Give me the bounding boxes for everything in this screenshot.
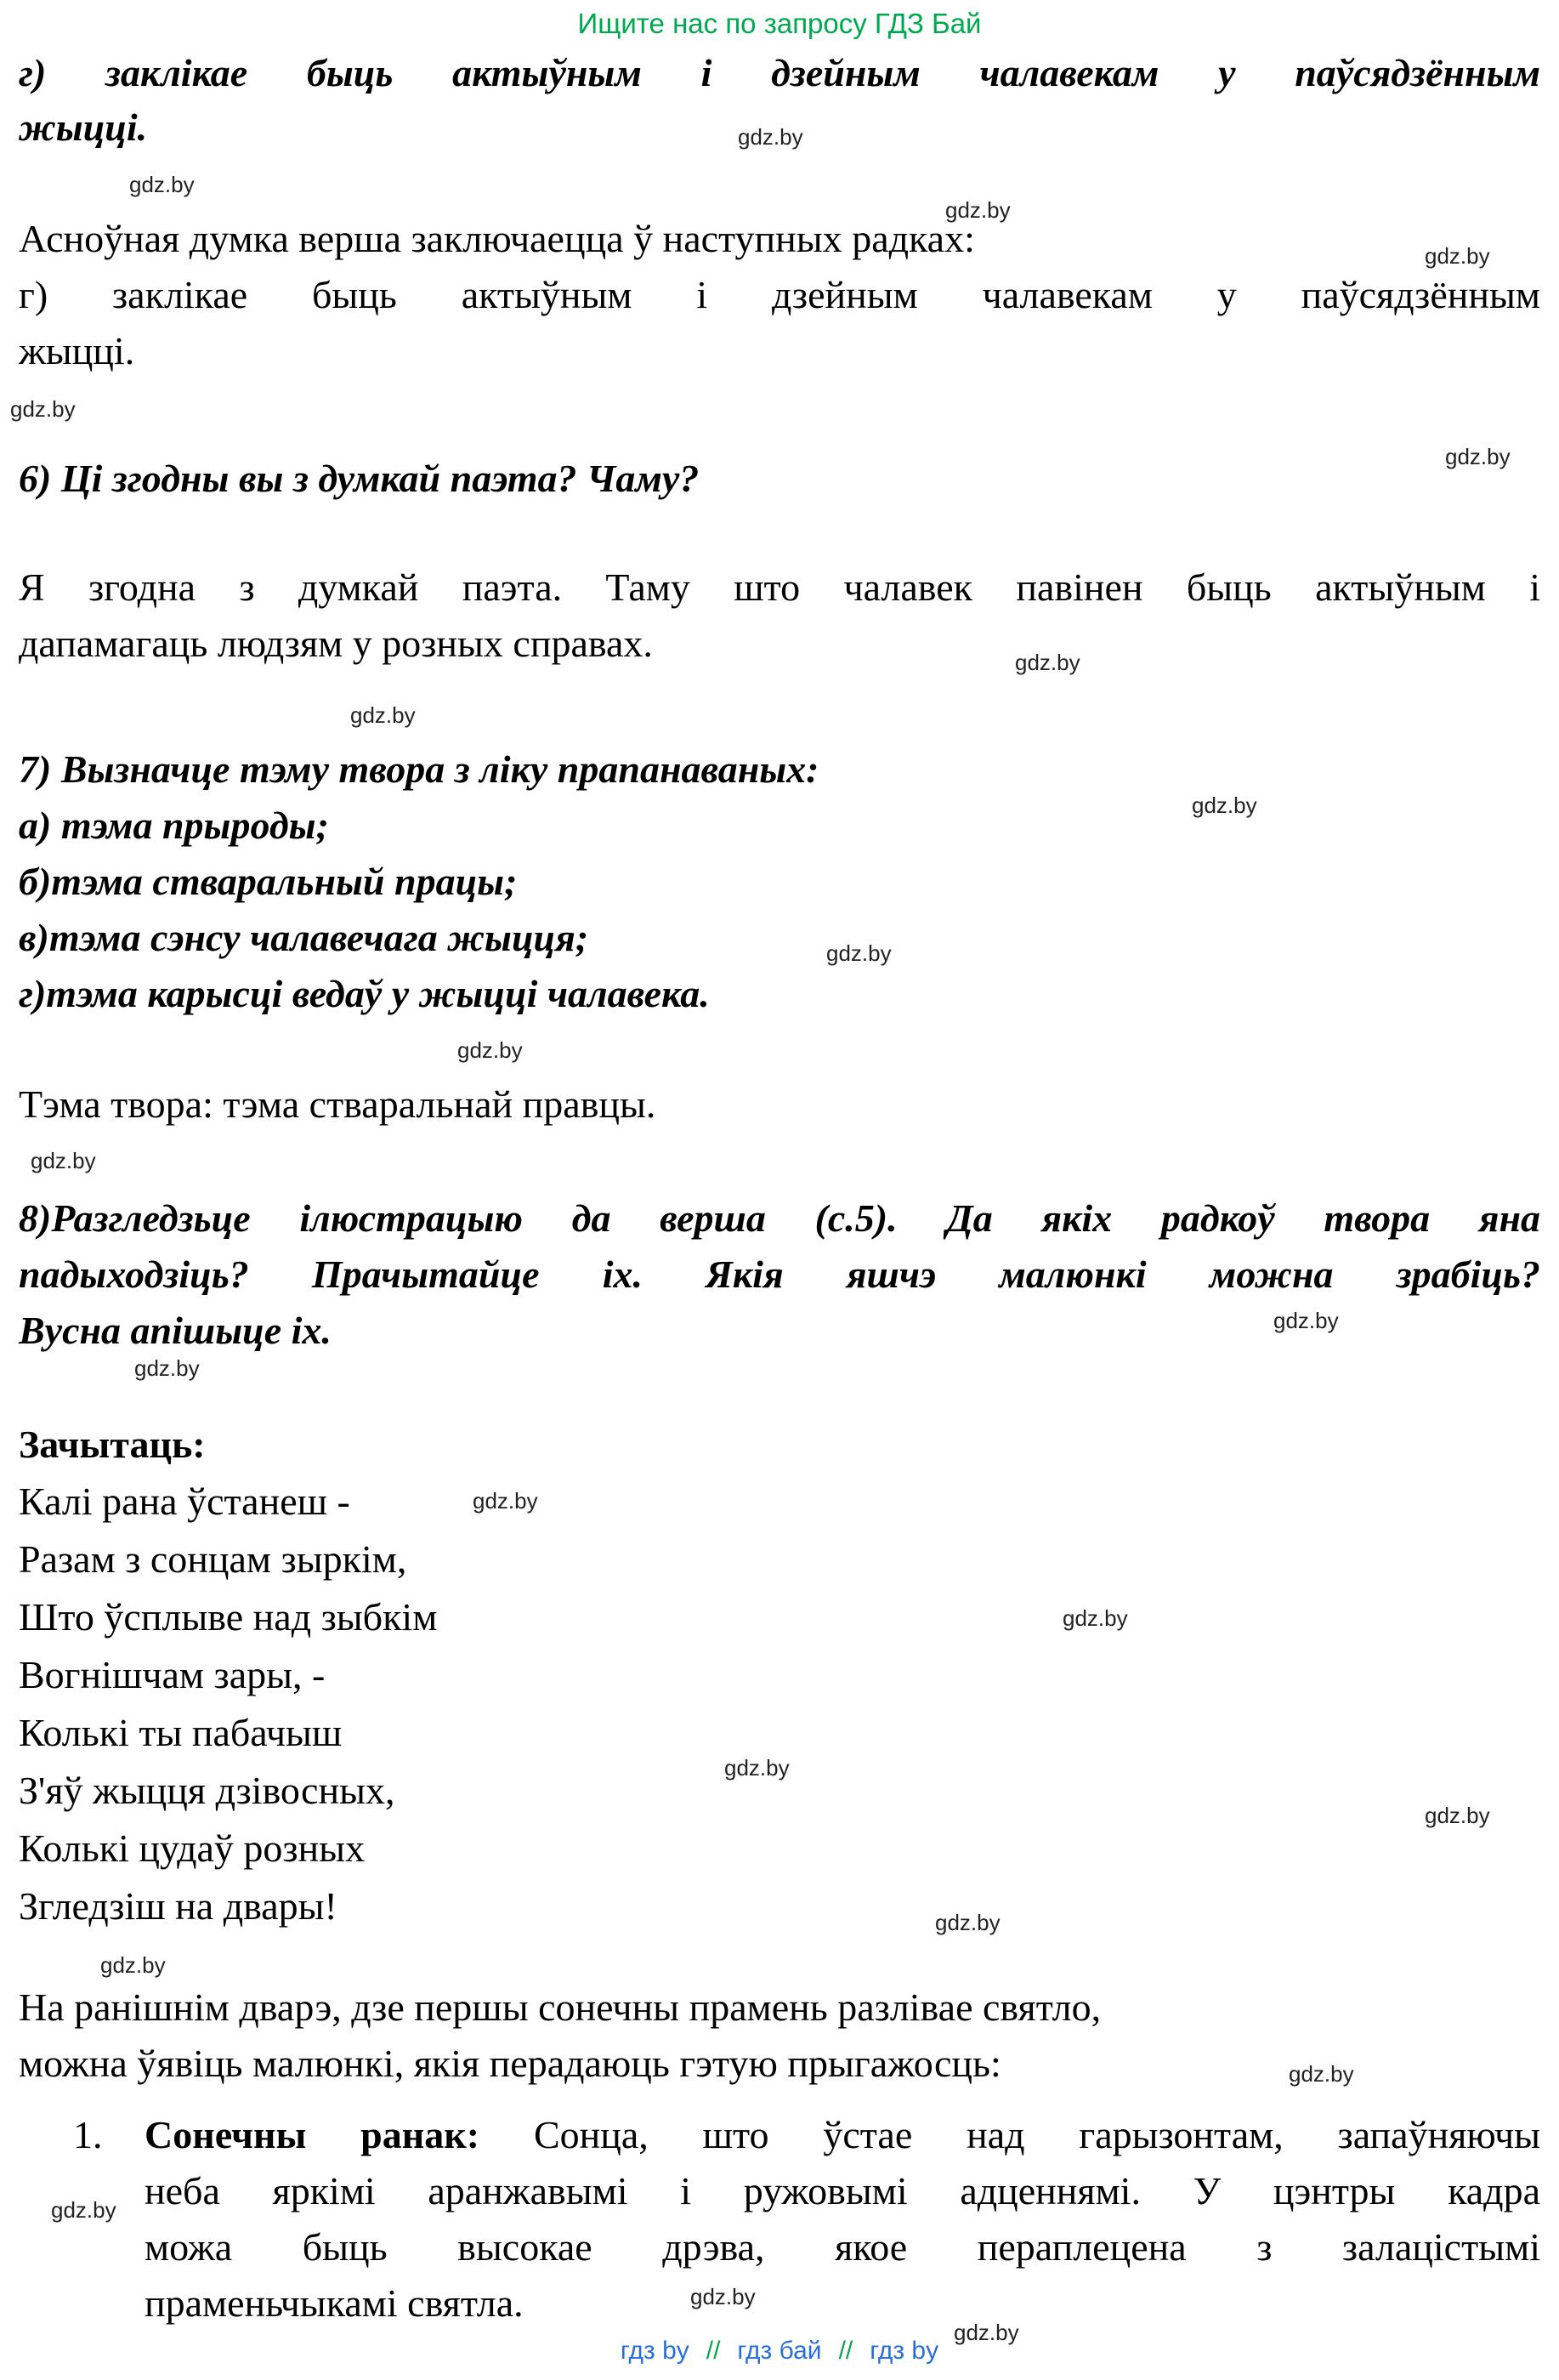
footer-links bbox=[0, 2337, 1559, 2366]
question-6-answer bbox=[19, 559, 1540, 675]
watermark: gdz.by bbox=[134, 1355, 200, 1381]
text-line: падыходзіць? Прачытайце іх. Якія яшчэ малюнкі можна зрабіць? bbox=[19, 1252, 1540, 1296]
option-g: г)тэма карысці ведаў у жыцці чалавека. bbox=[19, 972, 710, 1015]
watermark: gdz.by bbox=[1445, 444, 1511, 469]
text-line: Я згодна з думкай паэта. Таму што чалавек павінен быць актыўным і bbox=[19, 565, 1540, 609]
watermark: gdz.by bbox=[690, 2284, 756, 2309]
watermark: gdz.by bbox=[350, 702, 416, 728]
list-item-sep: : bbox=[466, 2113, 480, 2156]
read-aloud-colon: : bbox=[192, 1423, 206, 1466]
question-8-title bbox=[19, 1190, 1540, 1359]
question-7-title: 7) Вызначце тэму твора з ліку прапанаваных: bbox=[19, 747, 819, 791]
list-item-text bbox=[145, 2107, 1540, 2332]
poem-line: Разам з сонцам зыркім, bbox=[19, 1537, 407, 1581]
watermark: gdz.by bbox=[945, 197, 1011, 223]
list-item-number: 1. bbox=[73, 2113, 103, 2156]
text-line: можна ўявіць малюнкі, якія перадаюць гэтую прыгажосць: bbox=[19, 2042, 1001, 2085]
watermark: gdz.by bbox=[129, 172, 195, 197]
text-line: жыцці. bbox=[19, 329, 135, 372]
promo-banner: Ищите нас по запросу ГДЗ Бай bbox=[577, 8, 982, 39]
list-item-1 bbox=[19, 2107, 1540, 2332]
question-6-title: 6) Ці згодны вы з думкай паэта? Чаму? bbox=[19, 457, 700, 500]
text-line: можа быць высокае дрэва, якое пераплецена з залацістымі bbox=[145, 2225, 1540, 2269]
main-idea-intro: Асноўная думка верша заключаецца ў наступных радках: bbox=[19, 217, 975, 260]
poem-line: Вогнішчам зары, - bbox=[19, 1653, 326, 1696]
watermark: gdz.by bbox=[1425, 1803, 1490, 1828]
watermark: gdz.by bbox=[738, 124, 803, 150]
watermark: gdz.by bbox=[1015, 650, 1080, 675]
footer-separator: // bbox=[838, 2337, 853, 2365]
poem-line: Колькі цудаў розных bbox=[19, 1826, 366, 1870]
option-v: в)тэма сэнсу чалавечага жыцця; bbox=[19, 916, 589, 959]
option-b: б)тэма стваральный працы; bbox=[19, 860, 518, 903]
text-line: неба яркімі аранжавымі і ружовымі адценнямі. У цэнтры кадра bbox=[145, 2169, 1540, 2212]
footer-link: гдз by bbox=[870, 2337, 939, 2365]
text-line: г) заклікае быць актыўным і дзейным чалавекам у паўсядзённым bbox=[19, 51, 1540, 94]
read-aloud-word: Зачытаць bbox=[19, 1423, 193, 1466]
text-line: жыцці. bbox=[19, 105, 148, 149]
text-line: Вусна апішыце іх. bbox=[19, 1309, 332, 1352]
poem-line: Калі рана ўстанеш - bbox=[19, 1480, 350, 1523]
text-line: 8)Разгледзьце ілюстрацыю да верша (с.5). Да якіх радкоў твора яна bbox=[19, 1196, 1540, 1240]
text-line: г) заклікае быць актыўным і дзейным чалавекам у паўсядзённым bbox=[19, 273, 1540, 316]
list-item-line1: Сонца, што ўстае над гарызонтам, запаўняючы bbox=[533, 2113, 1541, 2156]
poem-line: Што ўсплыве над зыбкім bbox=[19, 1595, 438, 1639]
watermark: gdz.by bbox=[1192, 792, 1257, 818]
watermark: gdz.by bbox=[1425, 243, 1490, 269]
watermark: gdz.by bbox=[935, 1910, 1001, 1935]
watermark: gdz.by bbox=[457, 1037, 523, 1063]
question-7-options bbox=[19, 798, 1540, 1022]
watermark: gdz.by bbox=[473, 1488, 538, 1514]
watermark: gdz.by bbox=[100, 1952, 166, 1978]
footer-link: гдз бай bbox=[737, 2337, 822, 2365]
list-item-title: Сонечны ранак bbox=[145, 2113, 467, 2156]
watermark: gdz.by bbox=[954, 2320, 1019, 2345]
read-aloud-label bbox=[19, 1417, 1540, 1473]
text-line: праменьчыкамі святла. bbox=[145, 2281, 524, 2325]
text-line: дапамагаць людзям у розных справах. bbox=[19, 622, 653, 665]
watermark: gdz.by bbox=[724, 1755, 790, 1781]
watermark: gdz.by bbox=[31, 1148, 96, 1173]
watermark: gdz.by bbox=[1273, 1308, 1339, 1333]
text-line bbox=[145, 2107, 1540, 2163]
poem-line: Колькі ты пабачыш bbox=[19, 1711, 343, 1754]
poem-block bbox=[19, 1473, 1540, 1935]
footer-separator: // bbox=[706, 2337, 721, 2365]
option-a: а) тэма прыроды; bbox=[19, 804, 329, 847]
text-line: На ранішнім дварэ, дзе першы сонечны прамень разлівае святло, bbox=[19, 1985, 1102, 2029]
poem-line: З'яў жыцця дзівосных, bbox=[19, 1769, 395, 1812]
paragraph-main-idea bbox=[19, 211, 1540, 379]
watermark: gdz.by bbox=[10, 396, 76, 422]
question-7-answer: Тэма твора: тэма стваральнай правцы. bbox=[19, 1082, 656, 1126]
watermark: gdz.by bbox=[1289, 2061, 1354, 2087]
watermark: gdz.by bbox=[51, 2197, 116, 2223]
poem-line: Згледзіш на двары! bbox=[19, 1884, 337, 1928]
footer-link: гдз by bbox=[620, 2337, 689, 2365]
watermark: gdz.by bbox=[1063, 1605, 1128, 1631]
watermark: gdz.by bbox=[826, 940, 892, 966]
